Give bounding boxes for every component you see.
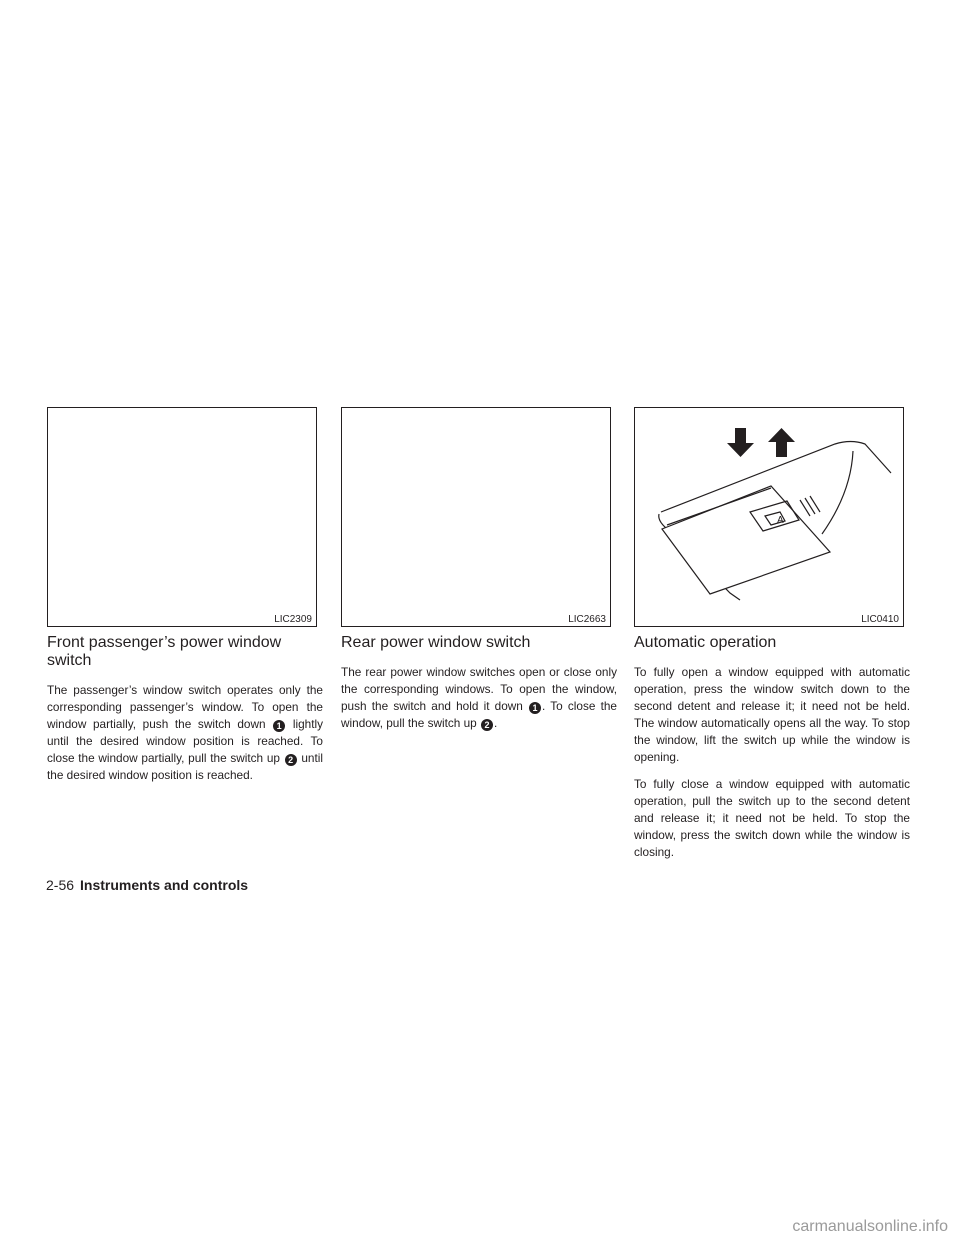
figure-front-passenger-switch <box>47 407 317 627</box>
section-paragraph <box>341 664 617 732</box>
text-run: The rear power window switches open or close only the corresponding windows. To open the window, push the switch and hold it down <box>341 665 617 713</box>
figure-automatic-switch <box>634 407 904 627</box>
section-heading: Rear power window switch <box>341 634 531 651</box>
auto-letter: A <box>777 515 784 526</box>
callout-2-icon: 2 <box>481 719 493 731</box>
text-run: until the desired window position is reached. <box>47 751 324 782</box>
section-heading: Automatic operation <box>634 634 777 651</box>
page-footer <box>46 876 248 894</box>
figure-code: LIC2663 <box>568 614 606 625</box>
section-rear-switch <box>341 634 617 742</box>
arrow-down-icon <box>727 428 754 457</box>
figure-rear-switch <box>341 407 611 627</box>
callout-1-icon: 1 <box>273 720 285 732</box>
section-paragraph: To fully close a window equipped with automatic operation, pull the switch up to the second detent and release it; it need not be held. To stop the window, press the switch down while the window is closing. <box>634 777 910 859</box>
text-run: . <box>494 716 498 730</box>
callout-1-icon: 1 <box>529 702 541 714</box>
watermark: carmanualsonline.info <box>792 1218 948 1235</box>
text-run: The passenger’s window switch operates only the corresponding passenger’s window. To open the window partially, push the switch down <box>47 683 323 731</box>
chapter-title: Instruments and controls <box>80 877 249 893</box>
section-paragraph <box>47 682 323 784</box>
arrow-up-icon <box>768 428 795 457</box>
callout-2-icon: 2 <box>285 754 297 766</box>
section-automatic-operation <box>634 634 910 871</box>
section-heading: Front passenger’s power window switch <box>47 634 282 669</box>
window-switch-illustration <box>635 408 904 627</box>
text-run: . To close the window, pull the switch up <box>341 699 617 730</box>
text-run: lightly until the desired window position is reached. To close the window partially, pull the switch up <box>47 717 323 765</box>
figure-code: LIC0410 <box>861 614 899 625</box>
figure-code: LIC2309 <box>274 614 312 625</box>
page-number: 2-56 <box>46 877 75 893</box>
section-paragraph: To fully open a window equipped with automatic operation, press the window switch down to the second detent and release it; it need not be held. The window automatically opens all the way. To stop the window, lift the switch up while the window is opening. <box>634 665 910 764</box>
section-front-passenger <box>47 634 323 794</box>
